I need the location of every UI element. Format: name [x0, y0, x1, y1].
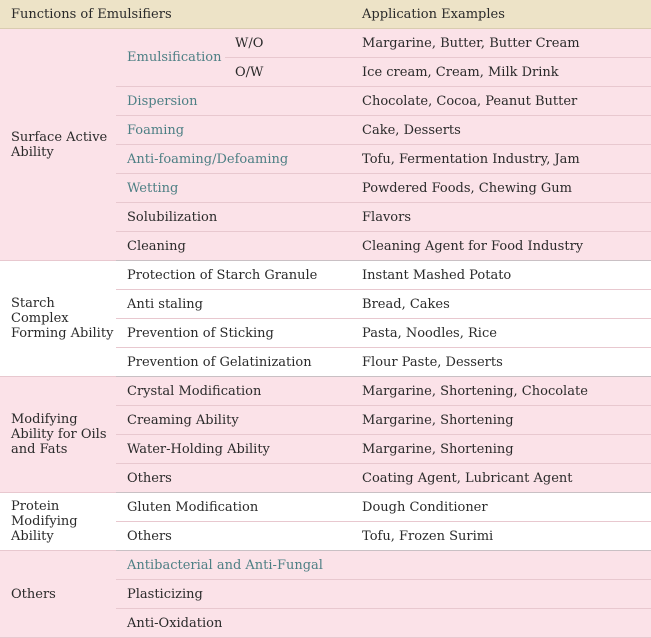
- example-cell: Tofu, Fermentation Industry, Jam: [351, 145, 651, 174]
- example-cell: Cleaning Agent for Food Industry: [351, 232, 651, 261]
- example-cell: Instant Mashed Potato: [351, 261, 651, 290]
- sub-ow: O/W: [225, 58, 351, 87]
- example-cell: [351, 551, 651, 580]
- example-cell: Margarine, Shortening: [351, 435, 651, 464]
- example-cell: Pasta, Noodles, Rice: [351, 319, 651, 348]
- example-cell: Margarine, Butter, Butter Cream: [351, 29, 651, 58]
- function-cell: Others: [116, 464, 351, 493]
- example-cell: Powdered Foods, Chewing Gum: [351, 174, 651, 203]
- function-antibacterial: Antibacterial and Anti-Fungal: [116, 551, 351, 580]
- function-cell: Anti staling: [116, 290, 351, 319]
- example-cell: Chocolate, Cocoa, Peanut Butter: [351, 87, 651, 116]
- function-cleaning: Cleaning: [116, 232, 351, 261]
- example-cell: Margarine, Shortening: [351, 406, 651, 435]
- function-cell: Creaming Ability: [116, 406, 351, 435]
- function-emulsification: Emulsification: [116, 29, 225, 87]
- function-foaming: Foaming: [116, 116, 351, 145]
- header-functions: Functions of Emulsifiers: [0, 0, 351, 29]
- example-cell: Flavors: [351, 203, 651, 232]
- example-cell: [351, 580, 651, 609]
- function-cell: Protection of Starch Granule: [116, 261, 351, 290]
- sub-wo: W/O: [225, 29, 351, 58]
- table-row: [0, 261, 651, 290]
- example-cell: Margarine, Shortening, Chocolate: [351, 377, 651, 406]
- table-row: [0, 493, 651, 522]
- example-cell: Cake, Desserts: [351, 116, 651, 145]
- example-cell: Bread, Cakes: [351, 290, 651, 319]
- function-cell: Water-Holding Ability: [116, 435, 351, 464]
- table-row: [0, 29, 651, 58]
- example-cell: Flour Paste, Desserts: [351, 348, 651, 377]
- category-oils-fats: Modifying Ability for Oils and Fats: [0, 377, 116, 493]
- example-cell: Coating Agent, Lubricant Agent: [351, 464, 651, 493]
- function-solubilization: Solubilization: [116, 203, 351, 232]
- category-surface-active: Surface Active Ability: [0, 29, 116, 261]
- function-cell: Crystal Modification: [116, 377, 351, 406]
- function-cell: Others: [116, 522, 351, 551]
- table-row: [0, 551, 651, 580]
- function-cell: Anti-Oxidation: [116, 609, 351, 638]
- function-cell: Gluten Modification: [116, 493, 351, 522]
- function-dispersion: Dispersion: [116, 87, 351, 116]
- table-row: [0, 377, 651, 406]
- example-cell: Ice cream, Cream, Milk Drink: [351, 58, 651, 87]
- category-others: Others: [0, 551, 116, 638]
- function-cell: Prevention of Sticking: [116, 319, 351, 348]
- function-wetting: Wetting: [116, 174, 351, 203]
- function-anti-foaming: Anti-foaming/Defoaming: [116, 145, 351, 174]
- category-protein: Protein Modifying Ability: [0, 493, 116, 551]
- header-applications: Application Examples: [351, 0, 651, 29]
- example-cell: Tofu, Frozen Surimi: [351, 522, 651, 551]
- example-cell: Dough Conditioner: [351, 493, 651, 522]
- function-cell: Plasticizing: [116, 580, 351, 609]
- example-cell: [351, 609, 651, 638]
- category-starch-complex: Starch Complex Forming Ability: [0, 261, 116, 377]
- function-cell: Prevention of Gelatinization: [116, 348, 351, 377]
- table-header-row: [0, 0, 651, 29]
